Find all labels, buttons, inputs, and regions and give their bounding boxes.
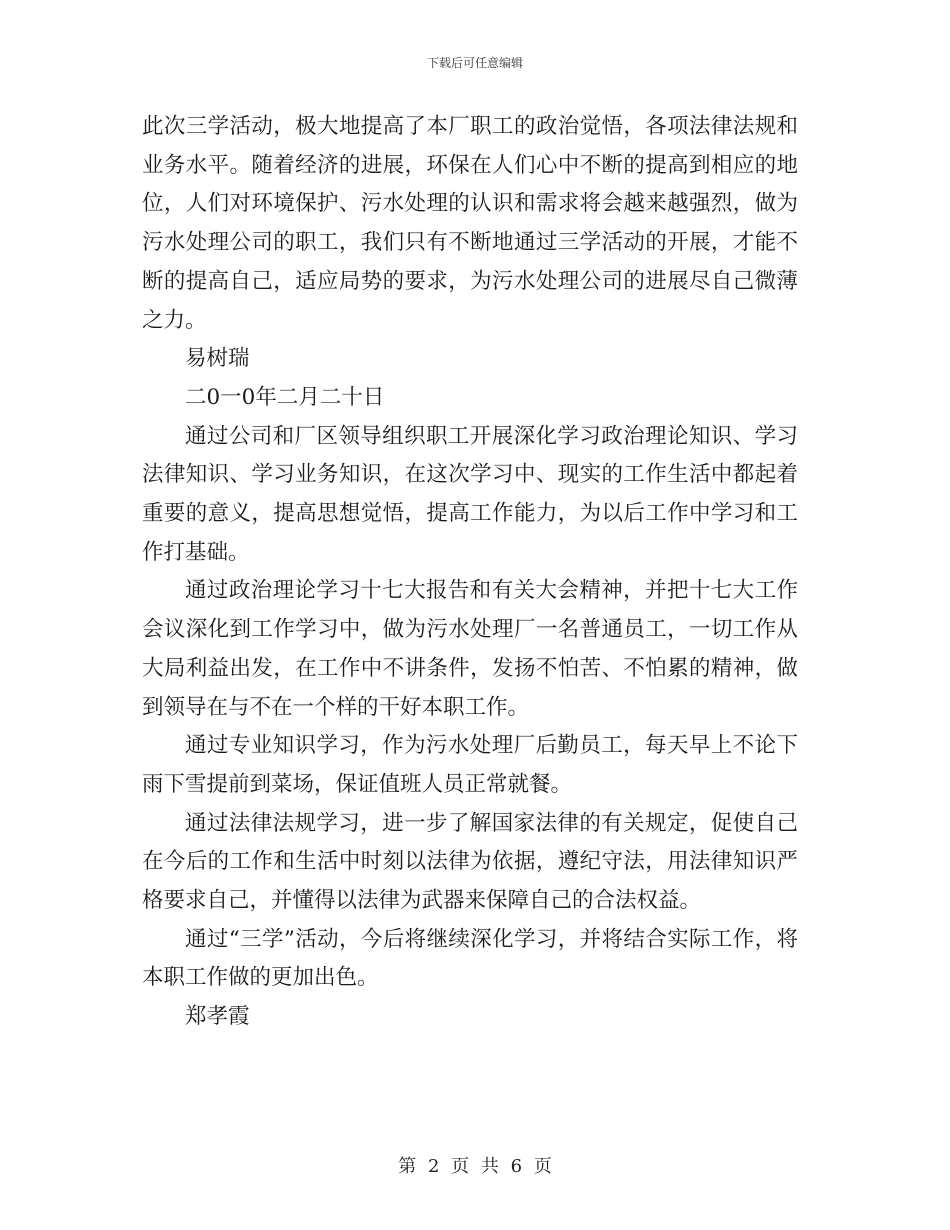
paragraph-conclusion: 通过“三学”活动，今后将继续深化学习，并将结合实际工作，将本职工作做的更加出色。 [142, 926, 798, 991]
document-body [142, 108, 798, 1037]
author-signature: 郑孝霞 [185, 1004, 250, 1030]
page-number: 第 2 页 共 6 页 [398, 1156, 552, 1177]
paragraph-legal-study: 通过法律法规学习，进一步了解国家法律的有关规定，促使自己在今后的工作和生活中时刻以法律为依据，遵纪守法，用法律知识严格要求自己，并懂得以法律为武器来保障自己的合法权益。 [142, 810, 798, 914]
paragraph-study-intro: 通过公司和厂区领导组织职工开展深化学习政治理论知识、学习法律知识、学习业务知识，在这次学习中、现实的工作生活中都起着重要的意义，提高思想觉悟，提高工作能力，为以后工作中学习和工作打基础。 [142, 423, 798, 565]
paragraph-summary: 此次三学活动，极大地提高了本厂职工的政治觉悟，各项法律法规和业务水平。随着经济的进展，环保在人们心中不断的提高到相应的地位，人们对环境保护、污水处理的认识和需求将会越来越强烈，做为污水处理公司的职工，我们只有不断地通过三学活动的开展，才能不断的提高自己，适应局势的要求，为污水处理公司的进展尽自己微薄之力。 [142, 114, 798, 333]
paragraph-professional-study: 通过专业知识学习，作为污水处理厂后勤员工，每天早上不论下雨下雪提前到菜场，保证值班人员正常就餐。 [142, 733, 798, 797]
author-signature: 易树瑞 [185, 346, 250, 372]
signature-date: 二0一0年二月二十日 [185, 384, 385, 410]
paragraph-political-study: 通过政治理论学习十七大报告和有关大会精神，并把十七大工作会议深化到工作学习中，做为污水处理厂一名普通员工，一切工作从大局利益出发，在工作中不讲条件，发扬不怕苦、不怕累的精神，做到领导在与不在一个样的干好本职工作。 [142, 578, 798, 720]
page-header: 下载后可任意编辑 [426, 56, 523, 70]
